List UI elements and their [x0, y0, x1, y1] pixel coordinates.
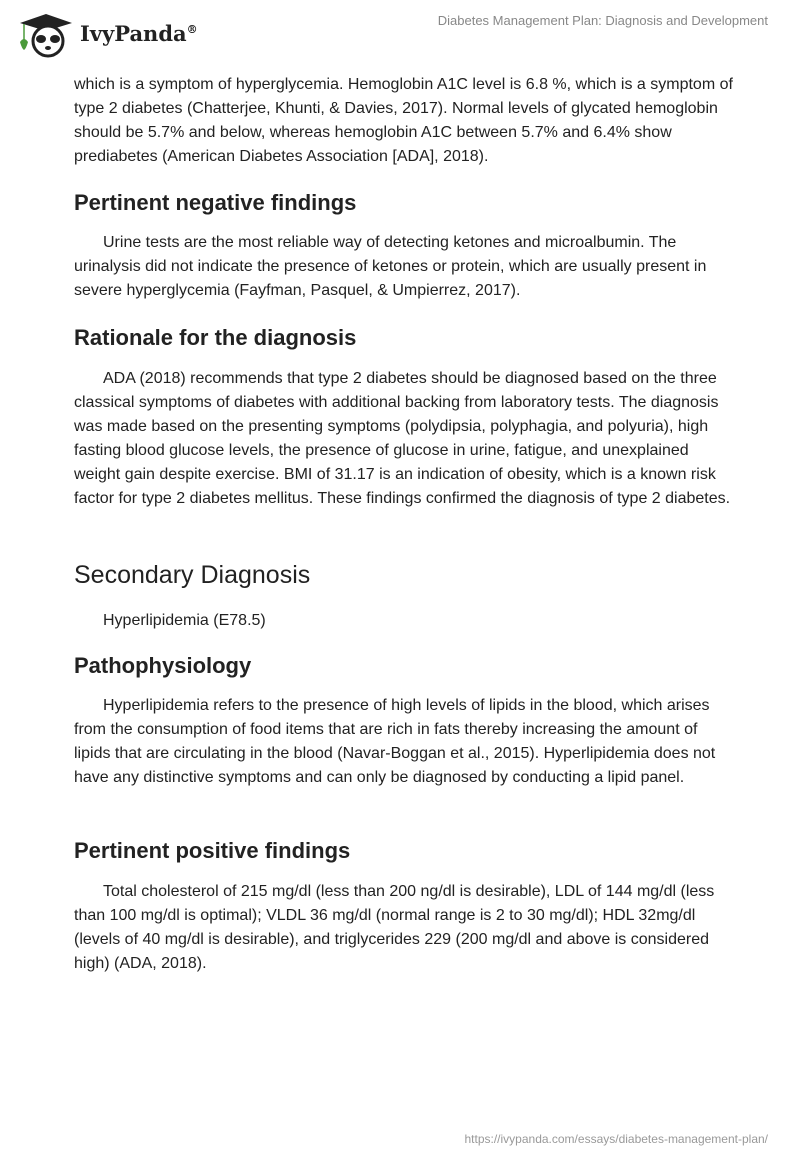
paragraph-text: ADA (2018) recommends that type 2 diabetes should be diagnosed based on the three classical symptoms of diabetes with additional backing from laboratory tests. The diagnosis was made based on the presenting symptoms (polydipsia, polyphagia, and polyuria), high fasting blood glucose levels, the presence of glucose in urine, fatigue, and unexplained weight gain despite exercise. BMI of 31.17 is an indication of obesity, which is a known risk factor for type 2 diabetes mellitus. These findings confirmed the diagnosis of type 2 diabetes. — [74, 370, 731, 507]
paragraph-a1c — [74, 73, 734, 169]
panda-graduate-icon — [16, 8, 74, 58]
document-title: Diabetes Management Plan: Diagnosis and Development — [437, 13, 768, 28]
heading-text: Secondary Diagnosis — [74, 561, 311, 589]
heading-negative-findings — [74, 188, 734, 218]
paragraph-secondary-diagnosis — [74, 609, 734, 633]
ivypanda-logo[interactable] — [16, 8, 198, 58]
heading-pathophysiology — [74, 651, 734, 681]
footer-url[interactable]: https://ivypanda.com/essays/diabetes-management-plan/ — [464, 1132, 768, 1146]
heading-rationale — [74, 323, 734, 353]
paragraph-text: Hyperlipidemia refers to the presence of high levels of lipids in the blood, which arises from the consumption of food items that are rich in fats thereby increasing the amount of lipids that are circulating in the blood (Navar-Boggan et al., 2015). Hyperlipidemia does not have any distinctive symptoms and can only be diagnosed by conducting a lipid panel. — [74, 697, 716, 786]
paragraph-text: which is a symptom of hyperglycemia. Hemoglobin A1C level is 6.8 %, which is a symptom of type 2 diabetes (Chatterjee, Khunti, & Davies, 2017). Normal levels of glycated hemoglobin should be 5.7% and below, whereas hemoglobin A1C between 5.7% and 6.4% show prediabetes (American Diabetes Association [ADA], 2018). — [74, 76, 733, 165]
paragraph-text: Hyperlipidemia (E78.5) — [103, 612, 266, 629]
paragraph-positive-findings — [74, 880, 734, 976]
logo-text: IvyPanda® — [80, 20, 198, 46]
heading-text: Rationale for the diagnosis — [74, 325, 357, 350]
paragraph-rationale — [74, 367, 734, 511]
heading-secondary-diagnosis — [74, 558, 734, 592]
paragraph-text: Urine tests are the most reliable way of detecting ketones and microalbumin. The urinalysis did not indicate the presence of ketones or protein, which are usually present in severe hyperglycemia (Fayfman, Pasquel, & Umpierrez, 2017). — [74, 234, 707, 299]
paragraph-negative-findings — [74, 231, 734, 303]
heading-positive-findings — [74, 836, 734, 866]
heading-text: Pathophysiology — [74, 653, 252, 678]
heading-text: Pertinent negative findings — [74, 190, 357, 215]
paragraph-pathophysiology — [74, 694, 734, 790]
heading-text: Pertinent positive findings — [74, 838, 351, 863]
paragraph-text: Total cholesterol of 215 mg/dl (less than 200 ng/dl is desirable), LDL of 144 mg/dl (less than 100 mg/dl is optimal); VLDL 36 mg/dl (normal range is 2 to 30 mg/dl); HDL 32mg/dl (levels of 40 mg/dl is desirable), and triglycerides 229 (200 mg/dl and above is considered high) (ADA, 2018). — [74, 883, 715, 972]
